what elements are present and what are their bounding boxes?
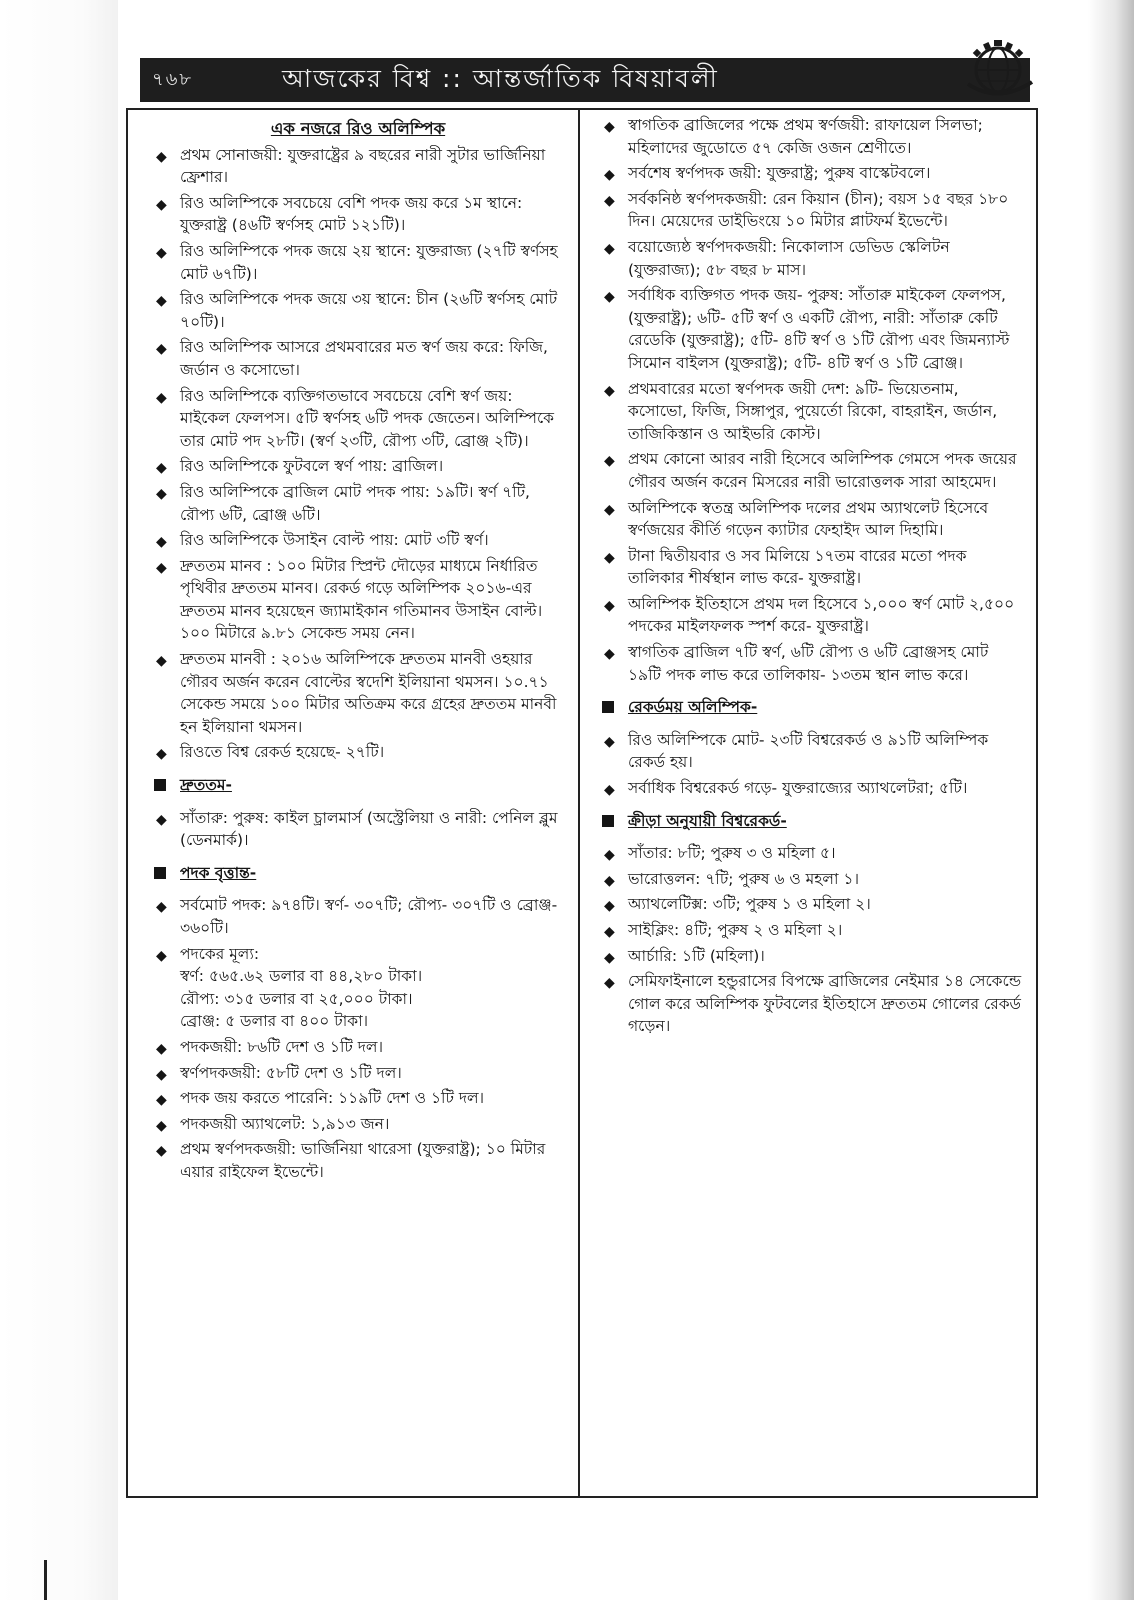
fact-item: ◆ অ্যাথলেটিক্স: ৩টি; পুরুষ ১ ও মহিলা ২। bbox=[598, 893, 1022, 916]
fact-item: ◆ সাইক্লিং: ৪টি; পুরুষ ২ ও মহিলা ২। bbox=[598, 919, 1022, 942]
fact-item: ◆ বয়োজ্যেষ্ঠ স্বর্ণপদকজয়ী: নিকোলাস ডেভিড স্কেলিটন (যুক্তরাজ্য); ৫৮ বছর ৮ মাস। bbox=[598, 236, 1022, 281]
fact-item: ◆ ভারোত্তলন: ৭টি; পুরুষ ৬ ও মহলা ১। bbox=[598, 868, 1022, 891]
fact-item: ◆ সাঁতারু: পুরুষ: কাইল চ্রালমার্স (অস্ট্রেলিয়া ও নারী: পেনিল ব্লুম (ডেনমার্ক)। bbox=[150, 807, 566, 852]
fact-item: ◆ প্রথমবারের মতো স্বর্ণপদক জয়ী দেশ: ৯টি- ভিয়েতনাম, কসোভো, ফিজি, সিঙ্গাপুর, পুয়ের্তো রিকো, বাহরাইন, জর্ডান, তাজিকিস্তান ও আইভরি কোস্ট। bbox=[598, 378, 1022, 446]
fact-item: ◆ স্বাগতিক ব্রাজিল ৭টি স্বর্ণ, ৬টি রৌপ্য ও ৬টি ব্রোঞ্জসহ মোট ১৯টি পদক লাভ করে তালিকায়- ১৩তম স্থান লাভ করে। bbox=[598, 641, 1022, 686]
fact-item: ◆ অলিম্পিকে স্বতন্ত্র অলিম্পিক দলের প্রথম অ্যাথলেট হিসেবে স্বর্ণজয়ের কীর্তি গড়েন ক্যাটার ফেহাইদ আল দিহামি। bbox=[598, 497, 1022, 542]
fact-item: ◆ প্রথম সোনাজয়ী: যুক্তরাষ্ট্রের ৯ বছরের নারী সুটার ভার্জিনিয়া ফ্রেশার। bbox=[150, 144, 566, 189]
section-heading-sport-records: ক্রীড়া অনুযায়ী বিশ্বরেকর্ড- bbox=[598, 810, 1022, 833]
fact-item: ◆ সাঁতার: ৮টি; পুরুষ ৩ ও মহিলা ৫। bbox=[598, 842, 1022, 865]
fact-item: ◆ আর্চারি: ১টি (মহিলা)। bbox=[598, 945, 1022, 968]
fact-item: ◆ টানা দ্বিতীয়বার ও সব মিলিয়ে ১৭তম বারের মতো পদক তালিকার শীর্ষস্থান লাভ করে- যুক্তরাষ্ট্র। bbox=[598, 545, 1022, 590]
medal-value-gold: স্বর্ণ: ৫৬৫.৬২ ডলার বা ৪৪,২৮০ টাকা। bbox=[180, 967, 423, 986]
fact-item: ◆ সর্বাধিক ব্যক্তিগত পদক জয়- পুরুষ: সাঁতারু মাইকেল ফেলপস, (যুক্তরাষ্ট্র); ৬টি- ৫টি স্বর্ণ ও একটি রৌপ্য, নারী: সাঁতারু কেটি রেডেকি (যুক্তরাষ্ট্র); ৫টি- ৪টি স্বর্ণ ও ১টি রৌপ্য এবং জিমন্যাস্ট সিমোন বাইলস (যুক্তরাষ্ট্র); ৫টি- ৪টি স্বর্ণ ও ১টি ব্রোঞ্জ। bbox=[598, 284, 1022, 374]
page-right-edge bbox=[1088, 0, 1134, 1600]
fact-item: ◆ রিও অলিম্পিকে উসাইন বোল্ট পায়: মোট ৩টি স্বর্ণ। bbox=[150, 529, 566, 552]
fact-item: ◆ সর্বশেষ স্বর্ণপদক জয়ী: যুক্তরাষ্ট্র; পুরুষ বাস্কেটবলে। bbox=[598, 162, 1022, 185]
fact-item: ◆ রিও অলিম্পিক আসরে প্রথমবারের মত স্বর্ণ জয় করে: ফিজি, জর্ডান ও কসোভো। bbox=[150, 336, 566, 381]
page-number: ৭৬৮ bbox=[152, 68, 194, 90]
fact-item: ◆ সর্বাধিক বিশ্বরেকর্ড গড়ে- যুক্তরাজ্যের অ্যাথলেটরা; ৫টি। bbox=[598, 777, 1022, 800]
fact-item: ◆ প্রথম কোনো আরব নারী হিসেবে অলিম্পিক গেমসে পদক জয়ের গৌরব অর্জন করেন মিসরের নারী ভারোত্তলক সারা আহমেদ। bbox=[598, 448, 1022, 493]
fact-item: ◆ দ্রুততম মানব : ১০০ মিটার স্প্রিন্ট দৌড়ের মাধ্যমে নির্ধারিত পৃথিবীর দ্রুততম মানব। রেকর্ড গড়ে অলিম্পিক ২০১৬-এর দ্রুততম মানব হয়েছেন জ্যামাইকান গতিমানব উসাইন বোল্ট। ১০০ মিটারে ৯.৮১ সেকেন্ড সময় নেন। bbox=[150, 555, 566, 645]
fact-item: ◆ রিও অলিম্পিকে সবচেয়ে বেশি পদক জয় করে ১ম স্থানে: যুক্তরাষ্ট্র (৪৬টি স্বর্ণসহ মোট ১২১টি)। bbox=[150, 192, 566, 237]
section-title: এক নজরে রিও অলিম্পিক bbox=[270, 119, 446, 138]
gutter-line bbox=[44, 1560, 47, 1600]
globe-logo-icon bbox=[958, 38, 1042, 102]
fact-item: ◆ রিও অলিম্পিকে পদক জয়ে ২য় স্থানে: যুক্তরাজ্য (২৭টি স্বর্ণসহ মোট ৬৭টি)। bbox=[150, 240, 566, 285]
fact-item: ◆ পদকজয়ী অ্যাথলেট: ১,৯১৩ জন। bbox=[150, 1113, 566, 1136]
left-column bbox=[150, 114, 566, 1187]
fact-item: ◆ রিও অলিম্পিকে ফুটবলে স্বর্ণ পায়: ব্রাজিল। bbox=[150, 455, 566, 478]
medal-value-label: ◆ পদকের মূল্য: bbox=[180, 944, 260, 963]
medal-value-item bbox=[150, 943, 566, 1033]
fact-item: ◆ রিও অলিম্পিকে ব্যক্তিগতভাবে সবচেয়ে বেশি স্বর্ণ জয়: মাইকেল ফেলপস। ৫টি স্বর্ণসহ ৬টি পদক জেতেন। অলিম্পিকে তার মোট পদ ২৮টি। (স্বর্ণ ২৩টি, রৌপ্য ৩টি, ব্রোঞ্জ ২টি)। bbox=[150, 385, 566, 453]
fact-item: ◆ রিও অলিম্পিকে মোট- ২৩টি বিশ্বরেকর্ড ও ৯১টি অলিম্পিক রেকর্ড হয়। bbox=[598, 729, 1022, 774]
page-left-margin bbox=[0, 0, 118, 1600]
fact-item: ◆ সর্বকনিষ্ঠ স্বর্ণপদকজয়ী: রেন কিয়ান (চীন); বয়স ১৫ বছর ১৮০ দিন। মেয়েদের ডাইভিংয়ে ১০ মিটার প্লাটফর্ম ইভেন্টে। bbox=[598, 188, 1022, 233]
section-heading-records: রেকর্ডময় অলিম্পিক- bbox=[598, 696, 1022, 719]
fact-item: ◆ পদক জয় করতে পারেনি: ১১৯টি দেশ ও ১টি দল। bbox=[150, 1087, 566, 1110]
fact-item: ◆ সেমিফাইনালে হন্ডুরাসের বিপক্ষে ব্রাজিলের নেইমার ১৪ সেকেন্ডে গোল করে অলিম্পিক ফুটবলের ইতিহাসে দ্রুততম গোলের রেকর্ড গড়েন। bbox=[598, 970, 1022, 1038]
fact-item: ◆ রিওতে বিশ্ব রেকর্ড হয়েছে- ২৭টি। bbox=[150, 741, 566, 764]
section-heading-medals: পদক বৃত্তান্ত- bbox=[150, 862, 566, 885]
page-header bbox=[140, 58, 1030, 102]
medal-value-bronze: ব্রোঞ্জ: ৫ ডলার বা ৪০০ টাকা। bbox=[180, 1012, 369, 1031]
fact-item: ◆ অলিম্পিক ইতিহাসে প্রথম দল হিসেবে ১,০০০ স্বর্ণ মোট ২,৫০০ পদকের মাইলফলক স্পর্শ করে- যুক্তরাষ্ট্র। bbox=[598, 593, 1022, 638]
fact-item: ◆ প্রথম স্বর্ণপদকজয়ী: ভার্জিনিয়া থারেসা (যুক্তরাষ্ট্র); ১০ মিটার এয়ার রাইফেল ইভেন্টে। bbox=[150, 1138, 566, 1183]
medal-value-silver: রৌপ্য: ৩১৫ ডলার বা ২৫,০০০ টাকা। bbox=[180, 989, 413, 1008]
fact-item: ◆ রিও অলিম্পিকে পদক জয়ে ৩য় স্থানে: চীন (২৬টি স্বর্ণসহ মোট ৭০টি)। bbox=[150, 288, 566, 333]
fact-item: ◆ স্বাগতিক ব্রাজিলের পক্ষে প্রথম স্বর্ণজয়ী: রাফায়েল সিলভা; মহিলাদের জুডোতে ৫৭ কেজি ওজন শ্রেণীতে। bbox=[598, 114, 1022, 159]
fact-item: ◆ স্বর্ণপদকজয়ী: ৫৮টি দেশ ও ১টি দল। bbox=[150, 1062, 566, 1085]
fact-item: ◆ সর্বমোট পদক: ৯৭৪টি। স্বর্ণ- ৩০৭টি; রৌপ্য- ৩০৭টি ও ব্রোঞ্জ- ৩৬০টি। bbox=[150, 894, 566, 939]
section-heading-fastest: দ্রুততম- bbox=[150, 774, 566, 797]
fact-item: ◆ রিও অলিম্পিকে ব্রাজিল মোট পদক পায়: ১৯টি। স্বর্ণ ৭টি, রৌপ্য ৬টি, ব্রোঞ্জ ৬টি। bbox=[150, 481, 566, 526]
fact-item: ◆ দ্রুততম মানবী : ২০১৬ অলিম্পিকে দ্রুততম মানবী ওহয়ার গৌরব অর্জন করেন বোল্টের স্বদেশি ইলিয়ানা থমসন। ১০.৭১ সেকেন্ড সময়ে ১০০ মিটার অতিক্রম করে গ্রহের দ্রুততম মানবী হন ইলিয়ানা থমসন। bbox=[150, 648, 566, 738]
running-title: আজকের বিশ্ব :: আন্তর্জাতিক বিষয়াবলী bbox=[282, 63, 719, 93]
right-column bbox=[598, 114, 1022, 1041]
fact-item: ◆ পদকজয়ী: ৮৬টি দেশ ও ১টি দল। bbox=[150, 1036, 566, 1059]
column-divider bbox=[578, 108, 580, 1496]
